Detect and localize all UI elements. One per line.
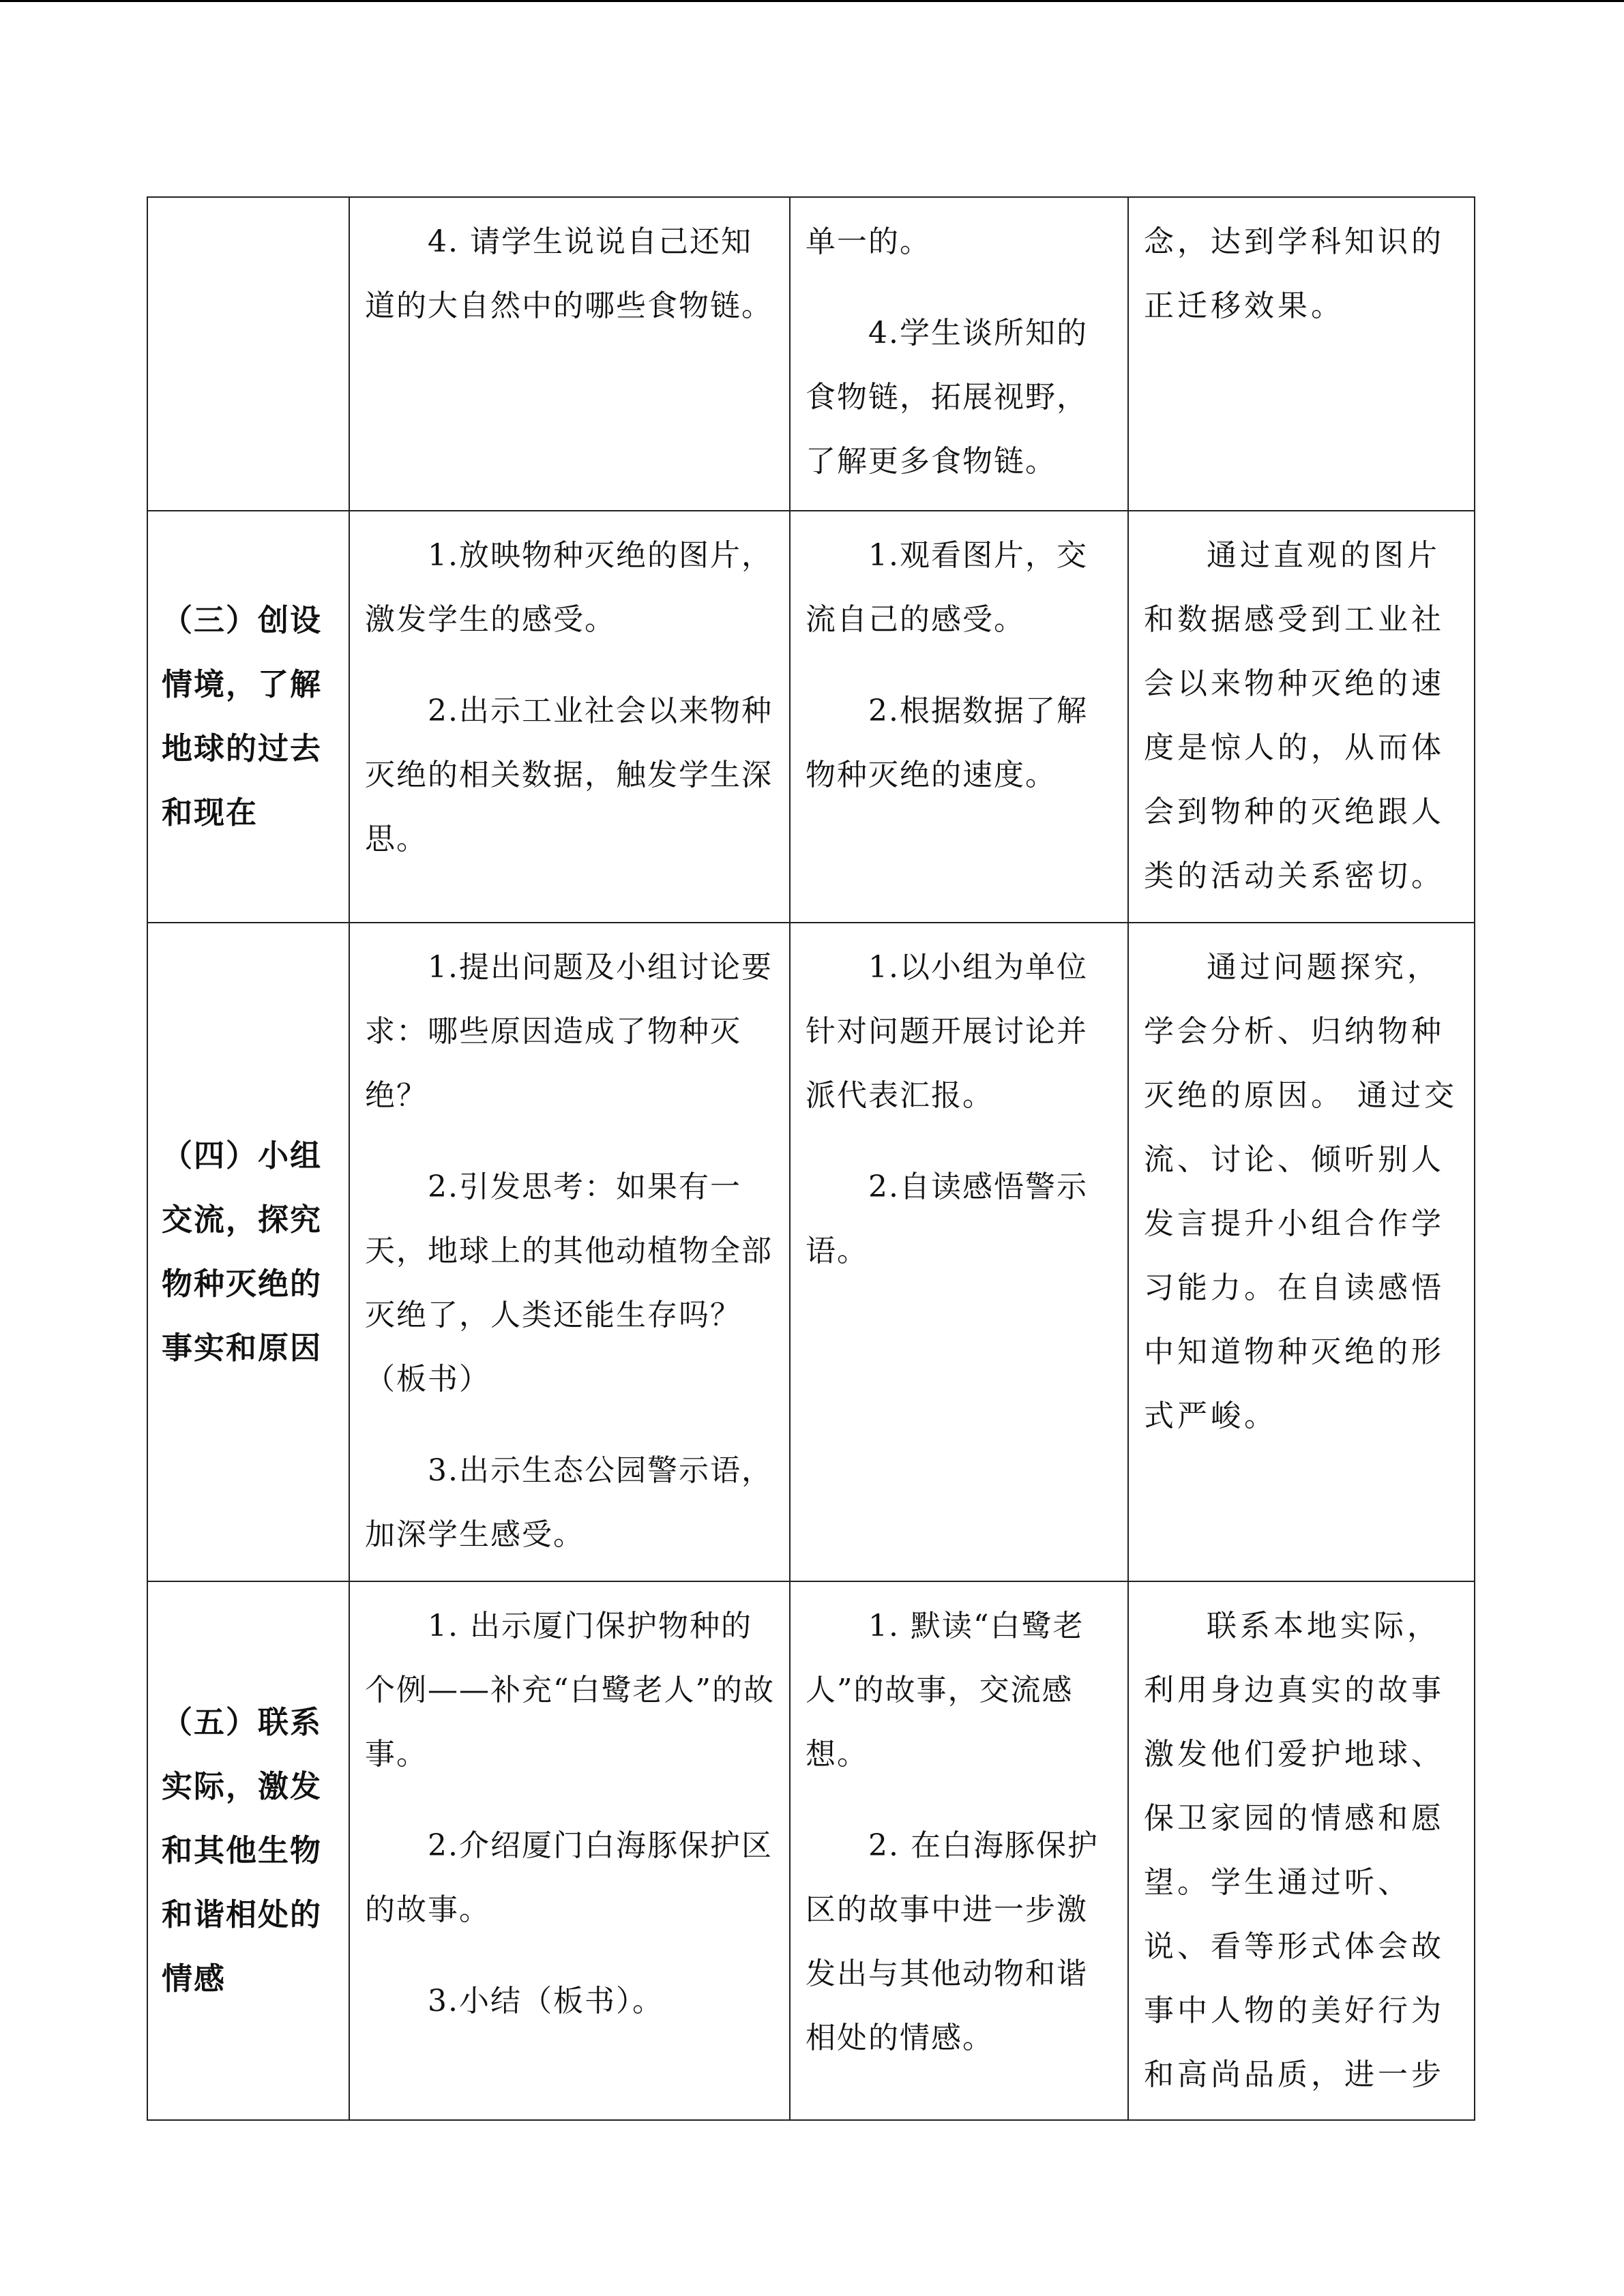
teacher-step: 1. 出示厦门保护物种的个例——补充“白鹭老人”的故事。 bbox=[365, 1609, 775, 1772]
student-step: 1.以小组为单位针对问题开展讨论并派代表汇报。 bbox=[806, 950, 1088, 1113]
table-row bbox=[147, 1581, 1475, 2120]
stage-cell bbox=[147, 1581, 349, 2120]
student-step: 2.根据数据了解物种灭绝的速度。 bbox=[806, 694, 1088, 792]
student-activity-cell bbox=[790, 511, 1128, 923]
student-step: 2.自读感悟警示语。 bbox=[806, 1169, 1088, 1268]
student-step: 单一的。 bbox=[806, 224, 931, 259]
table-row bbox=[147, 923, 1475, 1581]
stage-cell bbox=[147, 923, 349, 1581]
design-intent-text: 念，达到学科知识的正迁移效果。 bbox=[1144, 224, 1445, 323]
student-activity-cell bbox=[790, 923, 1128, 1581]
teacher-activity-cell bbox=[349, 923, 790, 1581]
teacher-step: 1.放映物种灭绝的图片，激发学生的感受。 bbox=[365, 538, 773, 637]
design-intent-cell bbox=[1128, 923, 1475, 1581]
teacher-step: 3.出示生态公园警示语，加深学生感受。 bbox=[365, 1453, 773, 1552]
stage-label: （五）联系实际，激发和其他生物和谐相处的情感 bbox=[162, 1704, 323, 1997]
student-activity-cell bbox=[790, 197, 1128, 511]
lesson-plan-table bbox=[147, 196, 1475, 2121]
teacher-step: 4. 请学生说说自己还知道的大自然中的哪些食物链。 bbox=[365, 224, 773, 323]
page-top-rule bbox=[0, 0, 1624, 2]
teacher-step: 3.小结（板书）。 bbox=[428, 1984, 664, 2018]
design-intent-text: 通过问题探究，学会分析、归纳物种灭绝的原因。 通过交流、讨论、倾听别人发言提升小组合作学习能力。在自读感悟中知道物种灭绝的形式严峻。 bbox=[1144, 950, 1458, 1433]
design-intent-cell bbox=[1128, 1581, 1475, 2120]
student-step: 4.学生谈所知的食物链，拓展视野，了解更多食物链。 bbox=[806, 316, 1088, 479]
teacher-step: 1.提出问题及小组讨论要求：哪些原因造成了物种灭绝？ bbox=[365, 950, 773, 1113]
design-intent-text: 通过直观的图片和数据感受到工业社会以来物种灭绝的速度是惊人的，从而体会到物种的灭绝跟人类的活动关系密切。 bbox=[1144, 538, 1445, 893]
student-step: 2. 在白海豚保护区的故事中进一步激发出与其他动物和谐相处的情感。 bbox=[806, 1828, 1099, 2055]
table-row bbox=[147, 197, 1475, 511]
stage-label: （四）小组交流，探究物种灭绝的事实和原因 bbox=[162, 1137, 323, 1366]
teacher-step: 2.出示工业社会以来物种灭绝的相关数据，触发学生深思。 bbox=[365, 694, 773, 856]
teacher-step: 2.介绍厦门白海豚保护区的故事。 bbox=[365, 1828, 773, 1927]
teacher-step: 2.引发思考：如果有一天，地球上的其他动植物全部灭绝了，人类还能生存吗？（板书） bbox=[365, 1169, 773, 1397]
design-intent-cell bbox=[1128, 511, 1475, 923]
student-activity-cell bbox=[790, 1581, 1128, 2120]
design-intent-cell bbox=[1128, 197, 1475, 511]
student-step: 1. 默读“白鹭老人”的故事，交流感想。 bbox=[806, 1609, 1084, 1772]
student-step: 1.观看图片，交流自己的感受。 bbox=[806, 538, 1088, 637]
stage-cell bbox=[147, 511, 349, 923]
teacher-activity-cell bbox=[349, 197, 790, 511]
design-intent-text: 联系本地实际，利用身边真实的故事激发他们爱护地球、保卫家园的情感和愿望。学生通过听、说、看等形式体会故事中人物的美好行为和高尚品质，进一步 bbox=[1144, 1609, 1445, 2092]
teacher-activity-cell bbox=[349, 511, 790, 923]
table-row bbox=[147, 511, 1475, 923]
stage-cell bbox=[147, 197, 349, 511]
teacher-activity-cell bbox=[349, 1581, 790, 2120]
stage-label: （三）创设情境，了解地球的过去和现在 bbox=[162, 602, 323, 831]
